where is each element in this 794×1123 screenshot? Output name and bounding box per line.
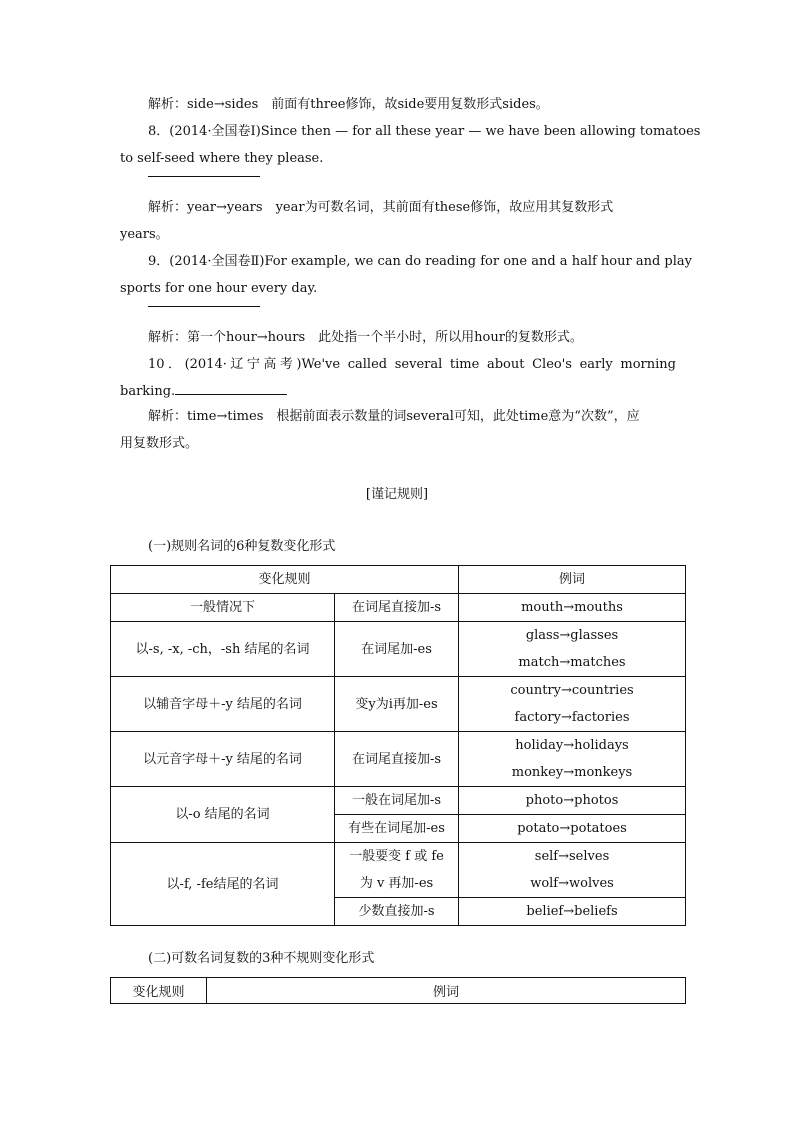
answer-blank-10[interactable] <box>175 382 287 395</box>
example-word: holiday→holidays <box>515 738 629 753</box>
analysis-10-line-2: 用复数形式。 <box>120 436 199 451</box>
table-header-row <box>111 566 686 594</box>
question-9-line-2: sports for one hour every day. <box>120 281 318 296</box>
question-9-line-1: 9．(2014·全国卷Ⅱ)For example, we can do reading for one and a half hour and play <box>148 254 692 269</box>
analysis-8-line-1: 解析：year→years year为可数名词，其前面有these修饰，故应用其复数形式 <box>148 200 614 215</box>
example-word: country→countries <box>510 683 634 698</box>
analysis-8-line-2: years。 <box>120 227 169 242</box>
rule-category: 以-o 结尾的名词 <box>111 787 335 843</box>
example-word: monkey→monkeys <box>511 765 633 780</box>
rule-change-line: 为 v 再加-es <box>359 876 434 891</box>
question-10-line-1: 10．(2014·辽宁高考)We've called several time about Cleo's early morning <box>148 357 676 372</box>
analysis-9: 解析：第一个hour→hours 此处指一个半小时，所以用hour的复数形式。 <box>148 330 583 345</box>
rule-category: 以-s, -x, -ch，-sh 结尾的名词 <box>111 622 335 677</box>
table-row <box>111 594 686 622</box>
rule-change: 变y为i再加-es <box>335 677 459 732</box>
example-cell <box>459 677 686 732</box>
rule-change: 在词尾直接加-s <box>335 594 459 622</box>
answer-blank-9[interactable] <box>148 306 260 307</box>
rule-category: 一般情况下 <box>111 594 335 622</box>
table-header-row <box>111 978 686 1004</box>
question-8-line-2: to self-seed where they please. <box>120 151 324 166</box>
header-example: 例词 <box>459 566 686 594</box>
table-row <box>111 843 686 898</box>
header-rule: 变化规则 <box>111 978 207 1004</box>
question-10-text: barking. <box>120 384 176 399</box>
table-row <box>111 732 686 787</box>
table-row <box>111 787 686 815</box>
rule-change: 在词尾加-es <box>335 622 459 677</box>
example-word: mouth→mouths <box>459 594 686 622</box>
header-rule: 变化规则 <box>111 566 459 594</box>
rule-change: 在词尾直接加-s <box>335 732 459 787</box>
example-word: match→matches <box>518 655 626 670</box>
rule-change-line: 一般要变 f 或 fe <box>349 849 444 864</box>
example-cell <box>459 843 686 898</box>
example-word: photo→photos <box>459 787 686 815</box>
question-8-line-1: 8．(2014·全国卷Ⅰ)Since then — for all these year — we have been allowing tomatoes <box>148 124 701 139</box>
analysis-7: 解析：side→sides 前面有three修饰，故side要用复数形式sides。 <box>148 97 549 112</box>
header-example: 例词 <box>207 978 686 1004</box>
irregular-plural-table <box>110 977 686 1004</box>
table-row <box>111 677 686 732</box>
section-title: [谨记规则] <box>365 487 429 502</box>
example-word: factory→factories <box>514 710 630 725</box>
answer-blank-8[interactable] <box>148 176 260 177</box>
regular-plural-table <box>110 565 686 926</box>
rule-category: 以元音字母＋-y 结尾的名词 <box>111 732 335 787</box>
example-word: belief→beliefs <box>459 898 686 926</box>
table-2-caption: (二)可数名词复数的3种不规则变化形式 <box>148 951 375 966</box>
rule-category: 以辅音字母＋-y 结尾的名词 <box>111 677 335 732</box>
rule-change <box>335 843 459 898</box>
analysis-10-line-1: 解析：time→times 根据前面表示数量的词several可知，此处time意为“次数”，应 <box>148 409 640 424</box>
example-word: potato→potatoes <box>459 815 686 843</box>
example-cell <box>459 622 686 677</box>
rule-change: 少数直接加-s <box>335 898 459 926</box>
rule-category: 以-f, -fe结尾的名词 <box>111 843 335 926</box>
example-word: glass→glasses <box>525 628 619 643</box>
example-word: wolf→wolves <box>530 876 614 891</box>
rule-change: 一般在词尾加-s <box>335 787 459 815</box>
table-1-caption: (一)规则名词的6种复数变化形式 <box>148 539 336 554</box>
example-cell <box>459 732 686 787</box>
example-word: self→selves <box>534 849 610 864</box>
table-row <box>111 622 686 677</box>
question-10-line-2 <box>120 382 676 401</box>
rule-change: 有些在词尾加-es <box>335 815 459 843</box>
